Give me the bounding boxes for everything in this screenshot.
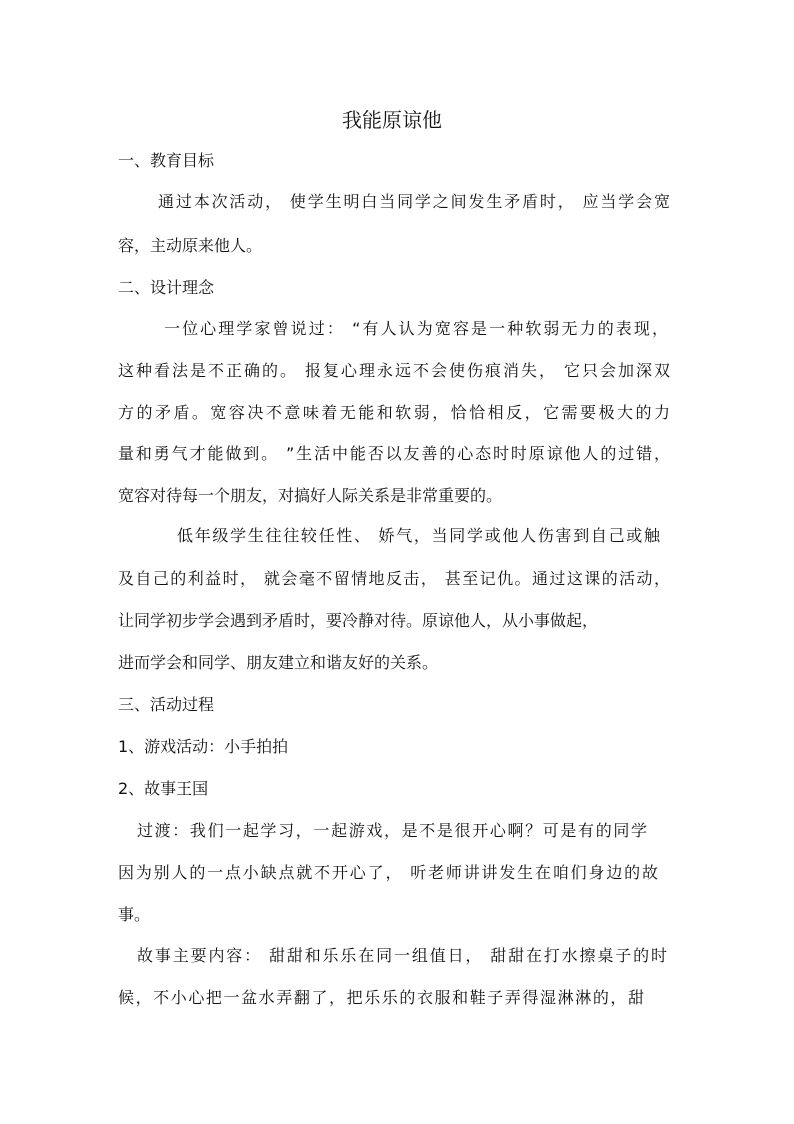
paragraph-line: 让同学初步学会遇到矛盾时，要冷静对待。原谅他人，从小事做起， bbox=[118, 611, 599, 630]
paragraph-line: 低年级学生往往较任性、 娇气，当同学或他人伤害到自己或触 bbox=[177, 526, 660, 545]
paragraph-line: 故事主要内容： 甜甜和乐乐在同一组值日， 甜甜在打水擦桌子的时 bbox=[137, 946, 667, 965]
paragraph-line: 事。 bbox=[118, 905, 151, 924]
document-title: 我能原谅他 bbox=[342, 108, 442, 132]
section-heading-activity-process: 三、活动过程 bbox=[118, 695, 215, 714]
paragraph-line: 容，主动原来他人。 bbox=[118, 236, 263, 255]
section-heading-design-concept: 二、设计理念 bbox=[118, 278, 215, 297]
paragraph-line: 量和勇气才能做到。 ”生活中能否以友善的心态时时原谅他人的过错， bbox=[118, 444, 670, 463]
paragraph-line: 候，不小心把一盆水弄翻了，把乐乐的衣服和鞋子弄得湿淋淋的，甜 bbox=[118, 988, 644, 1007]
paragraph-line: 进而学会和同学、朋友建立和谐友好的关系。 bbox=[118, 653, 439, 672]
paragraph-line: 因为别人的一点小缺点就不开心了， 听老师讲讲发生在咱们身边的故 bbox=[118, 863, 658, 882]
section-heading-education-goal: 一、教育目标 bbox=[118, 151, 215, 170]
paragraph-line: 通过本次活动， 使学生明白当同学之间发生矛盾时， 应当学会宽 bbox=[158, 192, 670, 211]
paragraph-line: 过渡：我们一起学习，一起游戏，是不是很开心啊？可是有的同学 bbox=[137, 821, 647, 840]
paragraph-line: 宽容对待每一个朋友，对搞好人际关系是非常重要的。 bbox=[118, 486, 503, 505]
paragraph-line: 这种看法是不正确的。 报复心理永远不会使伤痕消失， 它只会加深双 bbox=[118, 361, 670, 380]
list-item: 2、故事王国 bbox=[118, 779, 209, 798]
paragraph-line: 一位心理学家曾说过： “有人认为宽容是一种软弱无力的表现， bbox=[164, 319, 668, 338]
paragraph-line: 方的矛盾。宽容决不意味着无能和软弱，恰恰相反，它需要极大的力 bbox=[118, 403, 670, 422]
list-item: 1、游戏活动：小手拍拍 bbox=[118, 737, 289, 756]
paragraph-line: 及自己的利益时， 就会毫不留情地反击， 甚至记仇。通过这课的活动， bbox=[118, 569, 670, 588]
